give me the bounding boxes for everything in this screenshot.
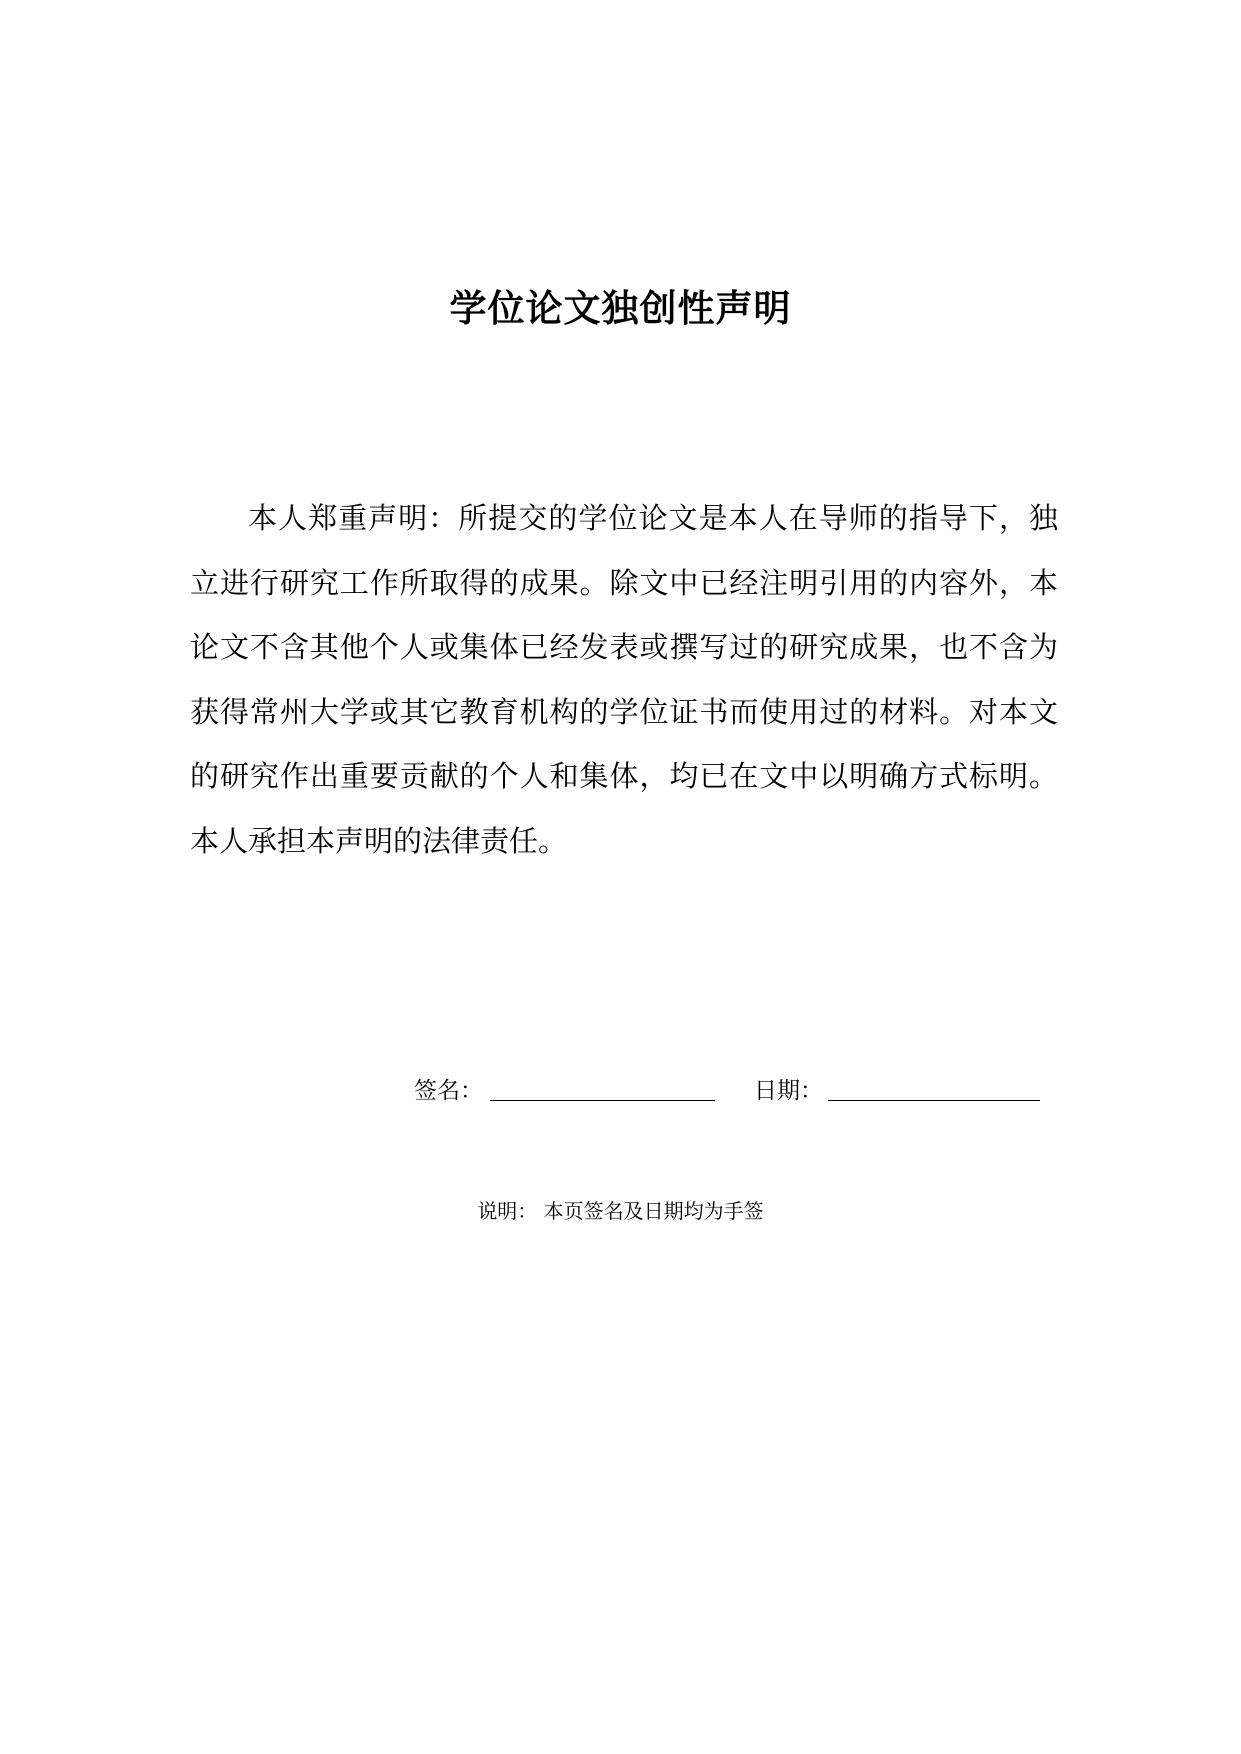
signature-line[interactable] <box>490 1100 715 1101</box>
signature-label: 签名： <box>414 1078 483 1104</box>
declaration-paragraph: 本人郑重声明：所提交的学位论文是本人在导师的指导下，独立进行研究工作所取得的成果。除文中已经注明引用的内容外，本论文不含其他个人或集体已经发表或撰写过的研究成果，也不含为获得常州大学或其它教育机构的学位证书而使用过的材料。对本文的研究作出重要贡献的个人和集体，均已在文中以明确方式标明。本人承担本声明的法律责任。 <box>190 501 1058 858</box>
date-line[interactable] <box>828 1100 1040 1101</box>
page-title: 学位论文独创性声明 <box>449 286 792 330</box>
date-label: 日期： <box>754 1078 823 1104</box>
signature-date-row <box>0 1066 1241 1106</box>
signature-note: 说明： 本页签名及日期均为手签 <box>477 1199 764 1223</box>
